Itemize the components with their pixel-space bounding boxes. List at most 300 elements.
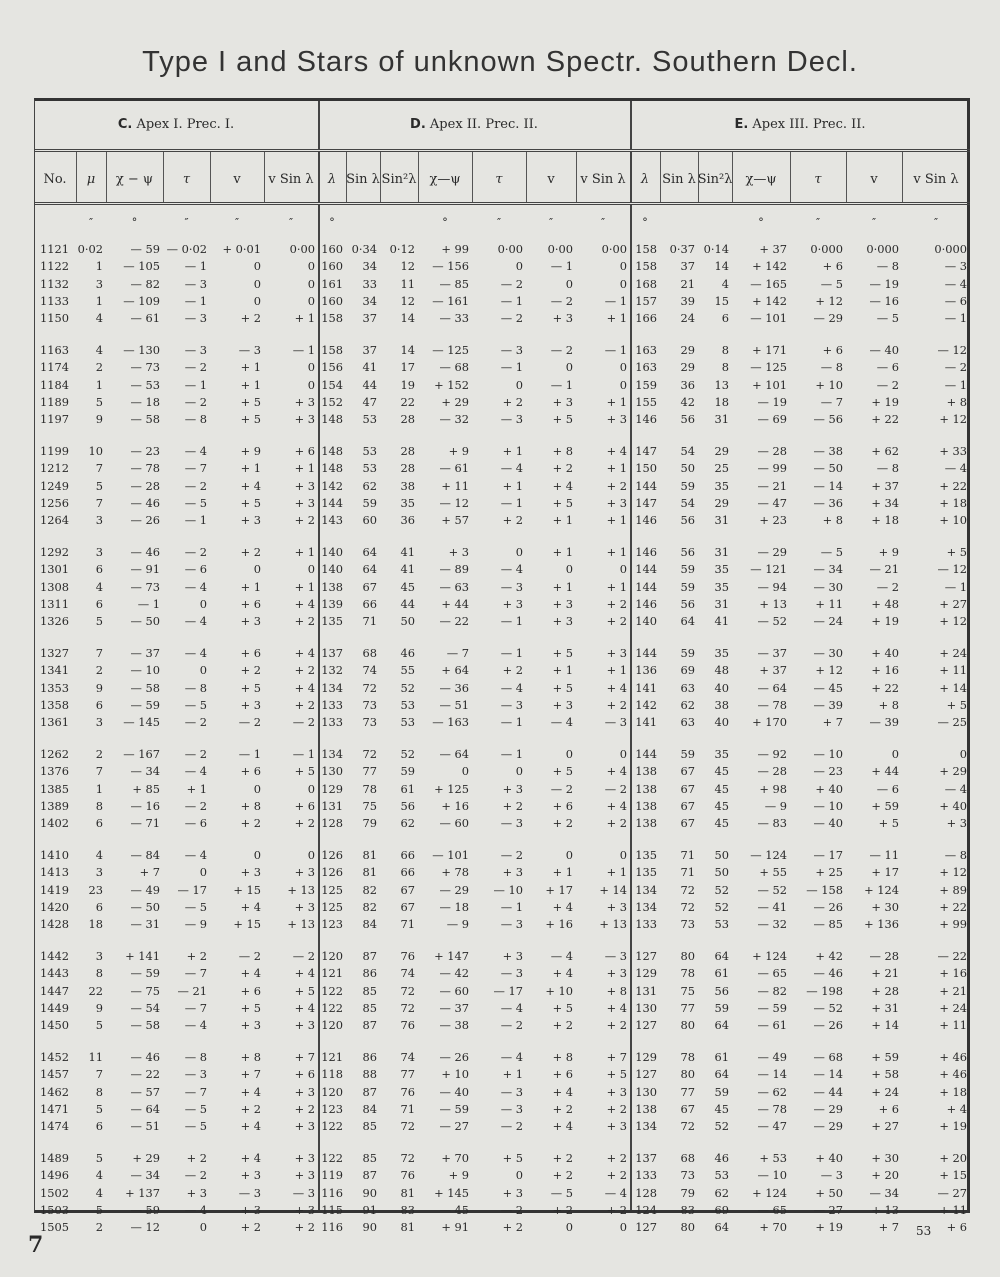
cell-v: + 5 xyxy=(552,1000,573,1015)
cell-sin-lambda: 72 xyxy=(680,899,695,914)
cell-tau: — 30 xyxy=(813,646,843,660)
cell-sin2-lambda: 66 xyxy=(400,865,415,880)
cell-no: 1389 xyxy=(40,798,69,813)
group-d-letter: D. xyxy=(410,117,426,132)
cell-v: + 2 xyxy=(552,1018,573,1033)
cell-chi-psi: — 83 xyxy=(757,816,787,831)
cell-lambda: 120 xyxy=(321,1018,343,1033)
cell-v-sin-lambda: — 1 xyxy=(292,747,315,761)
cell-sin-lambda: 59 xyxy=(680,646,695,660)
cell-sin-lambda: 44 xyxy=(362,377,377,392)
cell-v: — 8 xyxy=(876,461,899,476)
cell-sin2-lambda: 61 xyxy=(400,781,415,796)
cell-no: 1132 xyxy=(40,276,69,291)
cell-tau: — 4 xyxy=(500,1000,523,1015)
cell-lambda: 160 xyxy=(321,259,343,274)
cell-v: + 13 xyxy=(871,1202,899,1217)
cell-tau: — 1 xyxy=(500,715,523,730)
cell-sin-lambda: 71 xyxy=(362,614,377,629)
cell-tau: + 2 xyxy=(502,663,523,678)
cell-lambda: 133 xyxy=(321,715,343,730)
column-header-lambda: λ xyxy=(327,171,337,187)
cell-no: 1327 xyxy=(40,646,69,660)
cell-no: 1450 xyxy=(40,1018,69,1033)
cell-mu: 2 xyxy=(95,663,103,678)
cell-v: — 4 xyxy=(550,715,573,730)
group-e-letter: E. xyxy=(734,117,749,132)
cell-v: + 1 xyxy=(240,360,261,375)
cell-sin2-lambda: 8 xyxy=(721,360,729,375)
cell-tau: — 26 xyxy=(813,899,843,914)
cell-no: 1471 xyxy=(40,1101,69,1116)
cell-sin-lambda: 80 xyxy=(680,1067,695,1082)
cell-tau: — 1 xyxy=(184,513,207,528)
cell-v-sin-lambda: + 2 xyxy=(606,596,627,611)
cell-v-sin-lambda: + 5 xyxy=(294,983,315,998)
cell-v-sin-lambda: + 4 xyxy=(946,1101,967,1116)
cell-sin2-lambda: 41 xyxy=(400,562,415,577)
cell-v-sin-lambda: + 3 xyxy=(294,412,315,427)
cell-v: + 3 xyxy=(552,697,573,712)
cell-chi-psi: + 64 xyxy=(441,663,469,678)
unit-tau: ″ xyxy=(496,216,502,229)
cell-v: + 8 xyxy=(240,1050,261,1064)
cell-v: + 2 xyxy=(552,816,573,831)
cell-sin2-lambda: 12 xyxy=(400,259,415,274)
cell-mu: 7 xyxy=(95,461,103,476)
page-number: 53 xyxy=(916,1224,932,1238)
cell-sin-lambda: 82 xyxy=(362,882,377,897)
cell-mu: 5 xyxy=(95,1151,103,1165)
cell-v-sin-lambda: 0 xyxy=(619,360,627,375)
column-separator xyxy=(163,152,164,202)
unit-v: ″ xyxy=(234,216,240,229)
cell-v: + 4 xyxy=(240,1119,261,1134)
cell-v-sin-lambda: — 2 xyxy=(604,781,627,796)
cell-v: + 2 xyxy=(240,816,261,831)
cell-lambda: 128 xyxy=(635,1185,657,1200)
cell-tau: — 2 xyxy=(500,1119,523,1134)
column-separator xyxy=(902,152,903,202)
cell-no: 1443 xyxy=(40,966,69,981)
cell-v-sin-lambda: — 1 xyxy=(604,293,627,308)
cell-sin2-lambda: 18 xyxy=(714,394,729,409)
cell-sin-lambda: 80 xyxy=(680,1018,695,1033)
cell-sin-lambda: 68 xyxy=(680,1151,695,1165)
cell-chi-psi: — 125 xyxy=(432,343,469,357)
cell-no: 1505 xyxy=(40,1220,69,1235)
cell-lambda: 147 xyxy=(635,444,657,458)
cell-chi-psi: + 85 xyxy=(132,781,160,796)
cell-tau: — 2 xyxy=(184,478,207,493)
cell-tau: — 3 xyxy=(500,1084,523,1099)
cell-v-sin-lambda: 0 xyxy=(307,276,315,291)
cell-tau: — 2 xyxy=(184,747,207,761)
cell-v-sin-lambda: + 3 xyxy=(294,1168,315,1183)
cell-sin2-lambda: 56 xyxy=(400,798,415,813)
cell-tau: + 10 xyxy=(815,377,843,392)
cell-tau: — 85 xyxy=(813,917,843,932)
cell-chi-psi: + 98 xyxy=(759,781,787,796)
cell-tau: — 3 xyxy=(500,816,523,831)
column-header-v: v xyxy=(233,171,241,187)
cell-sin2-lambda: 40 xyxy=(714,680,729,695)
cell-sin2-lambda: 61 xyxy=(714,966,729,981)
column-header-tau: τ xyxy=(814,171,822,187)
cell-v-sin-lambda: + 3 xyxy=(606,646,627,660)
cell-lambda: 147 xyxy=(635,495,657,510)
column-separator xyxy=(790,152,791,202)
cell-v: + 20 xyxy=(871,1168,899,1183)
cell-lambda: 138 xyxy=(635,816,657,831)
cell-mu: 5 xyxy=(95,1202,103,1217)
cell-v: + 4 xyxy=(552,1084,573,1099)
cell-chi-psi: — 71 xyxy=(130,816,160,831)
cell-v-sin-lambda: + 4 xyxy=(606,680,627,695)
cell-tau: — 5 xyxy=(184,495,207,510)
cell-chi-psi: — 73 xyxy=(130,579,160,594)
cell-v: + 2 xyxy=(552,461,573,476)
cell-chi-psi: — 52 xyxy=(757,882,787,897)
cell-v-sin-lambda: — 4 xyxy=(944,461,967,476)
cell-lambda: 126 xyxy=(321,865,343,880)
cell-tau: — 27 xyxy=(813,1202,843,1217)
cell-lambda: 127 xyxy=(635,1220,657,1235)
cell-tau: + 3 xyxy=(502,949,523,963)
cell-sin2-lambda: 76 xyxy=(400,1018,415,1033)
cell-sin-lambda: 21 xyxy=(680,276,695,291)
cell-v-sin-lambda: + 22 xyxy=(939,478,967,493)
column-header-sin2-lambda: Sin²λ xyxy=(381,171,417,187)
cell-v: + 19 xyxy=(871,394,899,409)
cell-chi-psi: + 16 xyxy=(441,798,469,813)
cell-v: + 2 xyxy=(240,1220,261,1235)
cell-v-sin-lambda: 0 xyxy=(307,562,315,577)
cell-no: 1447 xyxy=(40,983,69,998)
cell-v: — 39 xyxy=(869,715,899,730)
cell-chi-psi: — 163 xyxy=(432,715,469,730)
cell-sin-lambda: 71 xyxy=(680,865,695,880)
cell-v: — 8 xyxy=(876,259,899,274)
cell-v-sin-lambda: + 3 xyxy=(606,899,627,914)
unit-v-sin-lambda: ″ xyxy=(288,216,294,229)
cell-sin2-lambda: 77 xyxy=(400,1067,415,1082)
cell-lambda: 122 xyxy=(321,1119,343,1134)
cell-lambda: 125 xyxy=(321,899,343,914)
cell-sin2-lambda: 72 xyxy=(400,1000,415,1015)
cell-v: + 21 xyxy=(871,966,899,981)
cell-sin-lambda: 53 xyxy=(362,444,377,458)
cell-v-sin-lambda: + 46 xyxy=(939,1067,967,1082)
cell-v-sin-lambda: + 7 xyxy=(294,1050,315,1064)
cell-v-sin-lambda: + 3 xyxy=(294,1018,315,1033)
cell-lambda: 146 xyxy=(635,596,657,611)
cell-chi-psi: — 61 xyxy=(439,461,469,476)
cell-chi-psi: — 19 xyxy=(757,394,787,409)
cell-v-sin-lambda: 0 xyxy=(619,848,627,862)
cell-chi-psi: + 70 xyxy=(441,1151,469,1165)
cell-tau: — 8 xyxy=(184,412,207,427)
cell-lambda: 144 xyxy=(321,495,343,510)
group-c-header xyxy=(34,117,318,132)
cell-sin2-lambda: 81 xyxy=(400,1220,415,1235)
cell-v-sin-lambda: — 3 xyxy=(292,1185,315,1200)
cell-v-sin-lambda: + 2 xyxy=(606,478,627,493)
cell-chi-psi: — 1 xyxy=(137,596,160,611)
cell-v: 0 xyxy=(565,562,573,577)
cell-v: + 62 xyxy=(871,444,899,458)
cell-lambda: 130 xyxy=(635,1084,657,1099)
cell-tau: — 4 xyxy=(184,1202,207,1217)
cell-v-sin-lambda: + 4 xyxy=(606,798,627,813)
cell-no: 1358 xyxy=(40,697,69,712)
cell-v-sin-lambda: + 18 xyxy=(939,495,967,510)
cell-sin-lambda: 68 xyxy=(362,646,377,660)
group-c-letter: C. xyxy=(117,117,133,132)
cell-v-sin-lambda: + 2 xyxy=(294,663,315,678)
cell-v-sin-lambda: + 5 xyxy=(946,545,967,559)
cell-v: + 34 xyxy=(871,495,899,510)
cell-sin2-lambda: 53 xyxy=(714,917,729,932)
cell-v: 0 xyxy=(565,276,573,291)
cell-chi-psi: + 145 xyxy=(434,1185,469,1200)
cell-v-sin-lambda: + 13 xyxy=(599,917,627,932)
cell-tau: — 5 xyxy=(184,697,207,712)
cell-v-sin-lambda: + 6 xyxy=(294,798,315,813)
cell-lambda: 160 xyxy=(321,293,343,308)
cell-v: + 3 xyxy=(240,865,261,880)
cell-sin2-lambda: 31 xyxy=(714,596,729,611)
cell-v-sin-lambda: + 4 xyxy=(606,764,627,779)
cell-sin-lambda: 81 xyxy=(362,848,377,862)
cell-tau: — 7 xyxy=(184,1084,207,1099)
column-separator xyxy=(106,152,107,202)
cell-chi-psi: — 14 xyxy=(757,1067,787,1082)
cell-chi-psi: — 33 xyxy=(439,311,469,326)
cell-chi-psi: + 125 xyxy=(434,781,469,796)
cell-v-sin-lambda: + 3 xyxy=(294,865,315,880)
cell-mu: 6 xyxy=(95,816,103,831)
cell-sin2-lambda: 48 xyxy=(714,663,729,678)
cell-tau: — 52 xyxy=(813,1000,843,1015)
cell-mu: 5 xyxy=(95,1101,103,1116)
cell-lambda: 152 xyxy=(321,394,343,409)
cell-sin2-lambda: 45 xyxy=(714,764,729,779)
cell-no: 1308 xyxy=(40,579,69,594)
cell-chi-psi: — 64 xyxy=(439,747,469,761)
unit-v-sin-lambda: ″ xyxy=(600,216,606,229)
cell-no: 1264 xyxy=(40,513,69,528)
cell-chi-psi: + 152 xyxy=(434,377,469,392)
cell-sin2-lambda: 13 xyxy=(714,377,729,392)
cell-v: — 2 xyxy=(238,715,261,730)
cell-chi-psi: + 9 xyxy=(448,1168,469,1183)
cell-v: + 124 xyxy=(864,882,899,897)
column-header-v-sin-lambda: v Sin λ xyxy=(580,171,626,187)
cell-mu: 7 xyxy=(95,764,103,779)
cell-v: + 1 xyxy=(552,545,573,559)
cell-sin-lambda: 71 xyxy=(680,848,695,862)
cell-tau: + 2 xyxy=(186,1151,207,1165)
cell-v: — 2 xyxy=(550,293,573,308)
cell-lambda: 158 xyxy=(321,343,343,357)
cell-v: + 2 xyxy=(552,1202,573,1217)
cell-chi-psi: — 62 xyxy=(757,1084,787,1099)
cell-chi-psi: — 29 xyxy=(757,545,787,559)
cell-chi-psi: + 29 xyxy=(132,1151,160,1165)
cell-sin-lambda: 47 xyxy=(362,394,377,409)
cell-v-sin-lambda: + 4 xyxy=(294,966,315,981)
cell-sin2-lambda: 14 xyxy=(714,259,729,274)
cell-sin2-lambda: 52 xyxy=(714,882,729,897)
cell-v-sin-lambda: + 21 xyxy=(939,983,967,998)
cell-chi-psi: + 137 xyxy=(125,1185,160,1200)
cell-no: 1462 xyxy=(40,1084,69,1099)
cell-chi-psi: — 46 xyxy=(130,495,160,510)
cell-v: + 6 xyxy=(240,764,261,779)
column-header-sin-lambda: Sin λ xyxy=(346,171,380,187)
cell-v-sin-lambda: + 19 xyxy=(939,1119,967,1134)
cell-chi-psi: — 34 xyxy=(130,1168,160,1183)
cell-v: + 19 xyxy=(871,614,899,629)
cell-tau: — 24 xyxy=(813,614,843,629)
cell-sin-lambda: 54 xyxy=(680,495,695,510)
cell-tau: + 2 xyxy=(502,513,523,528)
cell-lambda: 150 xyxy=(635,461,657,476)
cell-lambda: 154 xyxy=(321,377,343,392)
cell-mu: 4 xyxy=(95,848,103,862)
cell-chi-psi: + 78 xyxy=(441,865,469,880)
cell-sin-lambda: 50 xyxy=(680,461,695,476)
cell-chi-psi: — 94 xyxy=(757,579,787,594)
cell-v: + 58 xyxy=(871,1067,899,1082)
cell-chi-psi: — 65 xyxy=(757,1202,787,1217)
cell-chi-psi: — 161 xyxy=(432,293,469,308)
cell-sin2-lambda: 35 xyxy=(714,478,729,493)
cell-no: 1163 xyxy=(40,343,69,357)
cell-v: — 2 xyxy=(876,377,899,392)
cell-sin2-lambda: 0·12 xyxy=(389,242,415,256)
cell-no: 1184 xyxy=(40,377,69,392)
cell-mu: 10 xyxy=(88,444,103,458)
cell-v-sin-lambda: — 2 xyxy=(292,715,315,730)
cell-sin2-lambda: 4 xyxy=(721,276,729,291)
cell-chi-psi: + 7 xyxy=(139,865,160,880)
cell-lambda: 161 xyxy=(321,276,343,291)
cell-v-sin-lambda: + 6 xyxy=(946,1220,967,1235)
cell-sin-lambda: 75 xyxy=(362,798,377,813)
cell-lambda: 137 xyxy=(321,646,343,660)
cell-mu: 4 xyxy=(95,579,103,594)
group-d-label: Apex II. Prec. II. xyxy=(429,117,538,132)
cell-chi-psi: — 37 xyxy=(757,646,787,660)
cell-mu: 3 xyxy=(95,949,103,963)
cell-tau: — 1 xyxy=(500,747,523,761)
cell-v: + 7 xyxy=(240,1067,261,1082)
cell-sin2-lambda: 50 xyxy=(400,614,415,629)
cell-chi-psi: + 170 xyxy=(752,715,787,730)
cell-v-sin-lambda: + 2 xyxy=(294,614,315,629)
cell-chi-psi: — 78 xyxy=(757,1101,787,1116)
cell-chi-psi: — 42 xyxy=(439,966,469,981)
cell-no: 1341 xyxy=(40,663,69,678)
cell-v: + 5 xyxy=(240,394,261,409)
cell-chi-psi: — 69 xyxy=(757,412,787,427)
cell-lambda: 133 xyxy=(635,917,657,932)
cell-v-sin-lambda: + 29 xyxy=(939,764,967,779)
cell-lambda: 159 xyxy=(635,377,657,392)
cell-tau: — 4 xyxy=(500,461,523,476)
cell-sin-lambda: 67 xyxy=(680,764,695,779)
cell-chi-psi: — 31 xyxy=(130,917,160,932)
cell-v-sin-lambda: 0 xyxy=(619,747,627,761)
cell-sin-lambda: 29 xyxy=(680,360,695,375)
cell-v: + 59 xyxy=(871,1050,899,1064)
cell-chi-psi: — 28 xyxy=(757,764,787,779)
cell-tau: + 19 xyxy=(815,1220,843,1235)
cell-chi-psi: 0 xyxy=(461,764,469,779)
cell-sin2-lambda: 44 xyxy=(400,596,415,611)
cell-sin-lambda: 34 xyxy=(362,293,377,308)
cell-tau: — 158 xyxy=(806,882,843,897)
cell-no: 1197 xyxy=(40,412,69,427)
cell-tau: + 50 xyxy=(815,1185,843,1200)
cell-chi-psi: — 26 xyxy=(130,513,160,528)
cell-v-sin-lambda: + 2 xyxy=(294,513,315,528)
cell-sin2-lambda: 72 xyxy=(400,1119,415,1134)
cell-no: 1402 xyxy=(40,816,69,831)
cell-sin-lambda: 85 xyxy=(362,1000,377,1015)
cell-lambda: 132 xyxy=(321,663,343,678)
cell-sin2-lambda: 41 xyxy=(400,545,415,559)
cell-tau: — 0·02 xyxy=(166,242,207,256)
cell-chi-psi: + 171 xyxy=(752,343,787,357)
column-header-tau: τ xyxy=(495,171,503,187)
cell-v: + 2 xyxy=(240,545,261,559)
cell-lambda: 131 xyxy=(321,798,343,813)
cell-v-sin-lambda: + 1 xyxy=(606,394,627,409)
cell-chi-psi: — 82 xyxy=(757,983,787,998)
cell-v: + 16 xyxy=(545,917,573,932)
cell-lambda: 134 xyxy=(635,899,657,914)
cell-no: 1452 xyxy=(40,1050,69,1064)
cell-v-sin-lambda: + 2 xyxy=(294,1101,315,1116)
cell-tau: — 29 xyxy=(813,1119,843,1134)
cell-v-sin-lambda: 0 xyxy=(959,747,967,761)
cell-v: + 5 xyxy=(240,680,261,695)
cell-v-sin-lambda: + 8 xyxy=(606,983,627,998)
cell-v: — 5 xyxy=(550,1185,573,1200)
cell-tau: + 3 xyxy=(502,781,523,796)
cell-no: 1122 xyxy=(40,259,69,274)
cell-chi-psi: — 89 xyxy=(439,562,469,577)
cell-lambda: 157 xyxy=(635,293,657,308)
cell-v: + 5 xyxy=(552,495,573,510)
cell-v: + 28 xyxy=(871,983,899,998)
cell-tau: + 12 xyxy=(815,293,843,308)
cell-v: + 27 xyxy=(871,1119,899,1134)
cell-chi-psi: — 165 xyxy=(750,276,787,291)
cell-chi-psi: — 60 xyxy=(439,983,469,998)
column-separator xyxy=(846,152,847,202)
cell-v: + 1 xyxy=(240,377,261,392)
cell-tau: — 1 xyxy=(500,614,523,629)
cell-no: 1449 xyxy=(40,1000,69,1015)
cell-lambda: 121 xyxy=(321,1050,343,1064)
cell-v-sin-lambda: + 99 xyxy=(939,917,967,932)
cell-tau: — 198 xyxy=(806,983,843,998)
cell-sin2-lambda: 6 xyxy=(721,311,729,326)
